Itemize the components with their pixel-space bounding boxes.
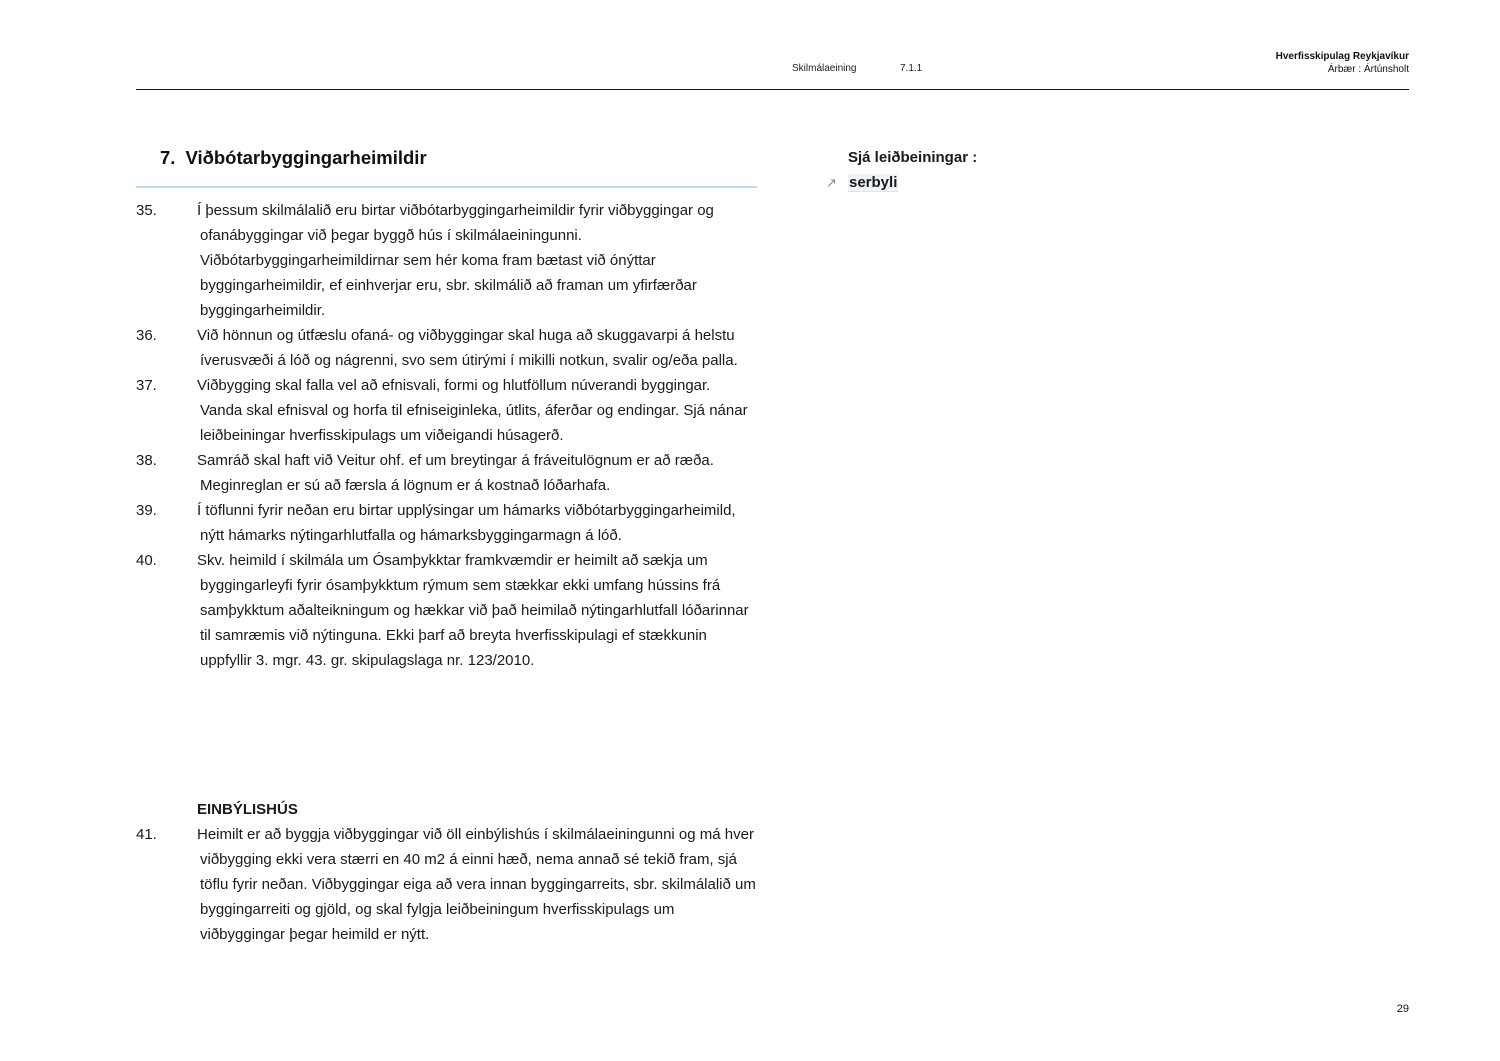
item-number: 36. [136,327,157,344]
item-text: Í töflunni fyrir neðan eru birtar upplýsingar um hámarks viðbótarbyggingarheimild, nýtt hámarks nýtingarhlutfalla og hámarksbyggingarmagn á lóð. [197,502,736,544]
list-item [136,198,756,323]
list-item [136,323,756,373]
provision-list-einbylishus [136,822,756,947]
header-section-code: 7.1.1 [900,63,923,74]
item-text: Í þessum skilmálalið eru birtar viðbótarbyggingarheimildir fyrir viðbyggingar og ofanábyggingar við þegar byggð hús í skilmálaeiningunni. Viðbótarbyggingarheimildirnar sem hér koma fram bætast við ónýttar byggingarheimildir, ef einhverjar eru, sbr. skilmálið að framan um yfirfærðar byggingarheimildir. [197,202,714,319]
item-text: Samráð skal haft við Veitur ohf. ef um breytingar á fráveitulögnum er að ræða. Meginreglan er sú að færsla á lögnum er á kostnað lóðarhafa. [197,452,714,494]
section-heading [160,147,427,169]
item-number: 38. [136,452,157,469]
section-title: Viðbótarbyggingarheimildir [185,147,427,168]
item-text: Við hönnun og útfæslu ofaná- og viðbyggingar skal huga að skuggavarpi á helstu íverusvæði á lóð og nágrenni, svo sem útirými í mikilli notkun, svalir og/eða palla. [197,327,738,369]
header-title: Hverfisskipulag Reykjavíkur [1275,51,1409,62]
provision-list [136,198,756,673]
item-number: 35. [136,202,157,219]
item-text: Skv. heimild í skilmála um Ósamþykktar framkvæmdir er heimilt að sækja um byggingarleyfi fyrir ósamþykktum rýmum sem stækkar ekki umfang hússins frá samþykktum aðalteikningum og hækkar við það heimilað nýtingarhlutfall lóðarinnar til samræmis við nýtinguna. Ekki þarf að breyta hverfisskipulagi ef stækkunin uppfyllir 3. mgr. 43. gr. skipulagslaga nr. 123/2010. [197,552,749,669]
item-number: 37. [136,377,157,394]
list-item [136,548,756,673]
section-heading-underline [136,186,757,188]
list-item [136,373,756,448]
header-document-title [1276,50,1409,76]
sidebar-title: Sjá leiðbeiningar : [848,149,978,166]
item-number: 39. [136,502,157,519]
header-subtitle: Árbær : Ártúnsholt [1327,64,1409,75]
item-text: Heimilt er að byggja viðbyggingar við öll einbýlishús í skilmálaeiningunni og má hver viðbygging ekki vera stærri en 40 m2 á einni hæð, nema annað sé tekið fram, sjá töflu fyrir neðan. Viðbyggingar eiga að vera innan byggingarreits, sbr. skilmálalið um byggingarreiti og gjöld, og skal fylgja leiðbeiningum hverfisskipulags um viðbyggingar þegar heimild er nýtt. [197,826,756,943]
item-number: 41. [136,826,157,843]
sidebar-link-label[interactable]: serbyli [849,174,898,191]
header-section-label: Skilmálaeining [792,63,857,74]
page-number: 29 [1396,1003,1409,1015]
item-number: 40. [136,552,157,569]
subheading-einbylishus: EINBÝLISHÚS [197,801,298,818]
sidebar-link-serbyli[interactable] [826,174,898,192]
section-number: 7. [160,147,176,168]
item-text: Viðbygging skal falla vel að efnisvali, formi og hlutföllum núverandi byggingar. Vanda skal efnisval og horfa til efniseiginleka, útlits, áferðar og endingar. Sjá nánar leiðbeiningar hverfisskipulags um viðeigandi húsagerð. [197,377,748,444]
list-item [136,498,756,548]
arrow-up-right-icon: ↗ [826,175,837,190]
list-item [136,822,756,947]
header-divider [136,89,1409,90]
list-item [136,448,756,498]
